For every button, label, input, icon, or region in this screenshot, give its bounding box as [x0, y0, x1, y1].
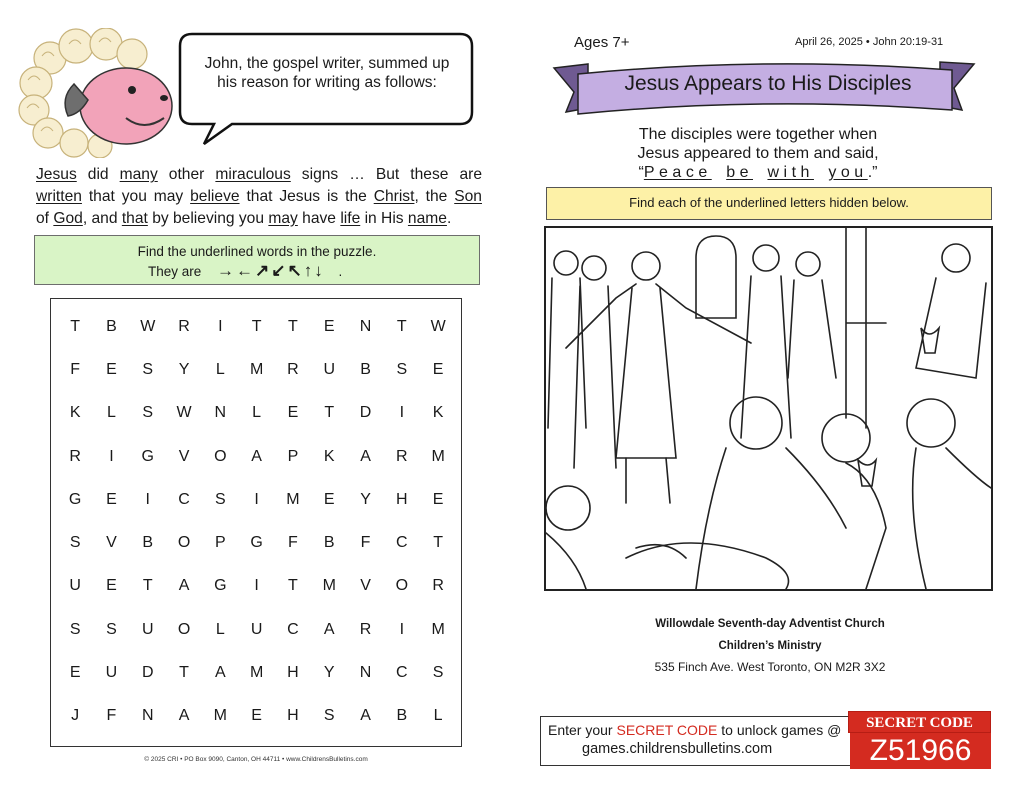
underlined-word: Christ	[373, 188, 415, 205]
verse-text: that you may	[81, 188, 191, 205]
verse-text: did	[76, 166, 120, 183]
underlined-letter: e	[659, 164, 673, 181]
grid-letter[interactable]: T	[288, 577, 298, 595]
underlined-word: believe	[190, 188, 240, 205]
grid-row	[57, 695, 456, 738]
grid-letter[interactable]: T	[70, 317, 81, 335]
grid-letter[interactable]: H	[287, 664, 299, 682]
grid-letter[interactable]: U	[105, 664, 118, 682]
grid-letter[interactable]: B	[396, 707, 408, 725]
grid-letter[interactable]: M	[249, 360, 264, 378]
secret-code-label: SECRET CODE	[848, 711, 991, 733]
grid-letter[interactable]: L	[252, 404, 262, 422]
grid-letter[interactable]: T	[433, 534, 443, 552]
grid-letter[interactable]: S	[106, 620, 117, 638]
grid-letter[interactable]: B	[142, 534, 154, 552]
grid-letter[interactable]: C	[178, 490, 190, 508]
grid-letter[interactable]: A	[360, 447, 371, 465]
underlined-word: Jesus	[36, 166, 77, 183]
quote-close: .”	[867, 164, 878, 181]
grid-letter[interactable]: I	[109, 447, 114, 465]
ministry-name: Children’s Ministry	[718, 640, 822, 652]
underlined-letter: h	[800, 164, 814, 181]
verse-text: , the	[414, 188, 455, 205]
grid-letter[interactable]: F	[70, 360, 81, 378]
grid-letter[interactable]: F	[288, 534, 298, 552]
speech-line-2: his reason for writing as follows:	[217, 74, 437, 91]
secret-code-prompt	[548, 722, 841, 738]
grid-letter[interactable]: U	[141, 620, 154, 638]
grid-letter[interactable]: N	[359, 664, 372, 682]
grid-letter[interactable]: A	[323, 620, 335, 638]
underlined-word: life	[340, 210, 361, 227]
grid-letter[interactable]: M	[322, 577, 336, 595]
verse-text: have	[297, 210, 341, 227]
grid-letter[interactable]: M	[286, 490, 300, 508]
sheep-mascot-illustration	[14, 28, 184, 158]
underlined-word: may	[268, 210, 298, 227]
grid-letter[interactable]: B	[106, 317, 117, 335]
prompt-prefix: Enter your	[548, 722, 617, 738]
prompt-highlight: SECRET CODE	[616, 722, 718, 738]
grid-letter[interactable]: B	[360, 360, 371, 378]
grid-letter[interactable]: N	[359, 317, 372, 335]
grid-letter[interactable]: E	[106, 490, 117, 508]
grid-letter[interactable]: R	[287, 360, 299, 378]
verse-text: by believing you	[147, 210, 269, 227]
coloring-line-art	[546, 228, 991, 589]
grid-letter[interactable]: W	[176, 404, 192, 422]
grid-letter[interactable]: O	[177, 620, 191, 638]
grid-letter[interactable]: I	[218, 317, 223, 335]
grid-letter[interactable]: Y	[323, 664, 335, 682]
grid-letter[interactable]: R	[432, 577, 444, 595]
grid-letter[interactable]: M	[213, 707, 227, 725]
grid-letter[interactable]: N	[214, 404, 227, 422]
verse-text: other	[157, 166, 216, 183]
secret-code-value: Z51966	[850, 733, 991, 769]
word-search-grid	[50, 298, 462, 747]
grid-letter[interactable]: V	[178, 447, 190, 465]
grid-letter[interactable]: S	[69, 620, 81, 638]
copyright-footer: © 2025 CRI • PO Box 9090, Canton, OH 44711 • www.ChildrensBulletins.com	[144, 756, 368, 763]
grid-row	[57, 521, 456, 564]
grid-row	[57, 565, 456, 608]
grid-letter[interactable]: S	[69, 534, 81, 552]
grid-letter[interactable]: C	[287, 620, 299, 638]
grid-letter[interactable]: F	[106, 707, 117, 725]
underlined-letter: e	[739, 164, 753, 181]
grid-letter[interactable]: M	[431, 447, 445, 465]
grid-letter[interactable]: I	[399, 404, 405, 422]
grid-row	[57, 435, 456, 478]
verse-text: .	[446, 210, 452, 227]
grid-letter[interactable]: A	[178, 707, 190, 725]
grid-letter[interactable]: H	[396, 490, 408, 508]
underlined-word: written	[36, 188, 82, 205]
instructions-line-2	[35, 261, 479, 281]
grid-letter[interactable]: E	[251, 707, 262, 725]
grid-letter[interactable]: K	[323, 447, 335, 465]
underlined-letter: y	[828, 164, 841, 181]
grid-letter[interactable]: H	[287, 707, 299, 725]
grid-letter[interactable]: J	[71, 707, 80, 725]
underlined-word: miraculous	[215, 166, 291, 183]
verse-text: that Jesus is the	[239, 188, 374, 205]
grid-letter[interactable]: L	[215, 620, 225, 638]
intro-line-1: The disciples were together when	[638, 126, 878, 143]
grid-letter[interactable]: P	[215, 534, 226, 552]
date-and-scripture-reference: April 26, 2025 • John 20:19-31	[795, 36, 944, 48]
grid-letter[interactable]: E	[106, 577, 117, 595]
grid-letter[interactable]: R	[359, 620, 372, 638]
underlined-word: that	[121, 210, 148, 227]
grid-letter[interactable]: L	[106, 404, 116, 422]
grid-letter[interactable]: O	[214, 447, 227, 465]
grid-letter[interactable]: A	[360, 707, 371, 725]
instructions-suffix: .	[338, 264, 343, 279]
grid-letter[interactable]: C	[396, 664, 408, 682]
grid-letter[interactable]: B	[323, 534, 335, 552]
grid-letter[interactable]: A	[215, 664, 226, 682]
grid-letter[interactable]: R	[178, 317, 190, 335]
grid-letter[interactable]: Y	[178, 360, 190, 378]
quote-word	[726, 164, 753, 181]
underlined-letter: o	[840, 164, 855, 181]
grid-letter[interactable]: R	[69, 447, 81, 465]
grid-letter[interactable]: N	[141, 707, 154, 725]
quote-underlined-letters	[644, 164, 868, 181]
grid-letter[interactable]: I	[254, 490, 259, 508]
verse-text: of	[36, 210, 54, 227]
grid-letter[interactable]: A	[178, 577, 190, 595]
underlined-word: Son	[454, 188, 482, 205]
grid-letter[interactable]: E	[106, 360, 117, 378]
verse-text: , and	[82, 210, 122, 227]
underlined-word: name	[407, 210, 447, 227]
grid-letter[interactable]: O	[395, 577, 409, 595]
grid-letter[interactable]: V	[360, 577, 371, 595]
verse-line-2	[36, 186, 482, 208]
grid-letter[interactable]: F	[360, 534, 371, 552]
grid-letter[interactable]: G	[141, 447, 154, 465]
grid-letter[interactable]: S	[323, 707, 335, 725]
underlined-letter: c	[685, 164, 699, 181]
page-title: Jesus Appears to His Disciples	[624, 72, 912, 95]
grid-letter[interactable]: C	[396, 534, 408, 552]
grid-letter[interactable]: S	[142, 360, 154, 378]
word-search-instructions	[34, 235, 480, 285]
grid-letter[interactable]: S	[432, 664, 444, 682]
grid-letter[interactable]: S	[142, 404, 154, 422]
underlined-letter: b	[726, 164, 740, 181]
grid-row	[57, 348, 456, 391]
age-range: Ages 7+	[574, 34, 630, 51]
coloring-picture-jesus-and-disciples	[544, 226, 993, 591]
speech-bubble-text	[190, 54, 464, 92]
grid-letter[interactable]: U	[250, 620, 263, 638]
grid-letter[interactable]: V	[106, 534, 117, 552]
underlined-letter: w	[767, 164, 784, 181]
verse-line-1	[36, 164, 482, 186]
grid-letter[interactable]: W	[140, 317, 156, 335]
grid-letter[interactable]: S	[396, 360, 408, 378]
grid-letter[interactable]: M	[431, 620, 445, 638]
grid-letter[interactable]: L	[215, 360, 225, 378]
bible-verse	[36, 164, 482, 230]
grid-letter[interactable]: K	[69, 404, 81, 422]
grid-letter[interactable]: G	[214, 577, 227, 595]
grid-letter[interactable]: T	[396, 317, 407, 335]
grid-letter[interactable]: I	[145, 490, 150, 508]
quote-line	[575, 163, 941, 182]
grid-letter[interactable]: E	[323, 317, 335, 335]
underlined-letter: e	[698, 164, 712, 181]
underlined-word: many	[119, 166, 158, 183]
grid-letter[interactable]: P	[287, 447, 299, 465]
grid-letter[interactable]: U	[69, 577, 81, 595]
grid-letter[interactable]: I	[399, 620, 405, 638]
underlined-word: God	[53, 210, 83, 227]
grid-letter[interactable]: M	[249, 664, 264, 682]
grid-letter[interactable]: T	[251, 317, 262, 335]
direction-arrows: →←↗↙↖↑↓	[217, 261, 325, 280]
grid-letter[interactable]: G	[250, 534, 263, 552]
story-intro	[575, 125, 941, 182]
verse-text: signs … But these are	[290, 166, 483, 183]
grid-letter[interactable]: K	[432, 404, 444, 422]
grid-letter[interactable]: T	[324, 404, 335, 422]
grid-letter[interactable]: Y	[360, 490, 371, 508]
grid-letter[interactable]: U	[323, 360, 335, 378]
grid-letter[interactable]: T	[142, 577, 153, 595]
grid-letter[interactable]: W	[430, 317, 446, 335]
grid-row	[57, 608, 456, 651]
grid-letter[interactable]: E	[323, 490, 335, 508]
intro-line-2: Jesus appeared to them and said,	[637, 145, 879, 162]
grid-letter[interactable]: I	[254, 577, 259, 595]
verse-text: in His	[360, 210, 408, 227]
grid-letter[interactable]: A	[251, 447, 262, 465]
grid-letter[interactable]: R	[396, 447, 408, 465]
grid-letter[interactable]: T	[179, 664, 189, 682]
quote-word	[828, 164, 867, 181]
grid-letter[interactable]: D	[141, 664, 154, 682]
quote-open: “	[638, 164, 644, 181]
church-address: 535 Finch Ave. West Toronto, ON M2R 3X2	[654, 660, 886, 674]
grid-row	[57, 651, 456, 694]
grid-row	[57, 478, 456, 521]
grid-letter[interactable]: E	[432, 490, 444, 508]
grid-letter[interactable]: O	[177, 534, 191, 552]
quote-word	[767, 164, 813, 181]
grid-row	[57, 392, 456, 435]
church-name: Willowdale Seventh-day Adventist Church	[655, 618, 885, 630]
word-search-table	[57, 305, 456, 738]
grid-letter[interactable]: D	[359, 404, 372, 422]
grid-row	[57, 305, 456, 348]
grid-letter[interactable]: T	[288, 317, 298, 335]
instructions-line-1: Find the underlined words in the puzzle.	[137, 244, 377, 259]
grid-letter[interactable]: E	[432, 360, 444, 378]
grid-letter[interactable]: E	[287, 404, 299, 422]
instructions-prefix: They are	[148, 264, 202, 279]
underlined-letter: u	[854, 164, 868, 181]
underlined-letter: i	[783, 164, 792, 181]
underlined-letter: t	[791, 164, 801, 181]
verse-line-3	[36, 208, 482, 230]
grid-letter[interactable]: G	[68, 490, 82, 508]
speech-line-1: John, the gospel writer, summed up	[204, 55, 450, 72]
underlined-letter: a	[672, 164, 686, 181]
grid-letter[interactable]: S	[215, 490, 226, 508]
grid-letter[interactable]: L	[433, 707, 443, 725]
games-url-link[interactable]: games.childrensbulletins.com	[582, 741, 773, 757]
underlined-letter: P	[643, 164, 660, 181]
prompt-suffix: to unlock games @	[717, 722, 842, 738]
hidden-letters-instructions: Find each of the underlined letters hidden below.	[546, 187, 992, 220]
grid-letter[interactable]: E	[69, 664, 81, 682]
quote-word	[644, 164, 712, 181]
